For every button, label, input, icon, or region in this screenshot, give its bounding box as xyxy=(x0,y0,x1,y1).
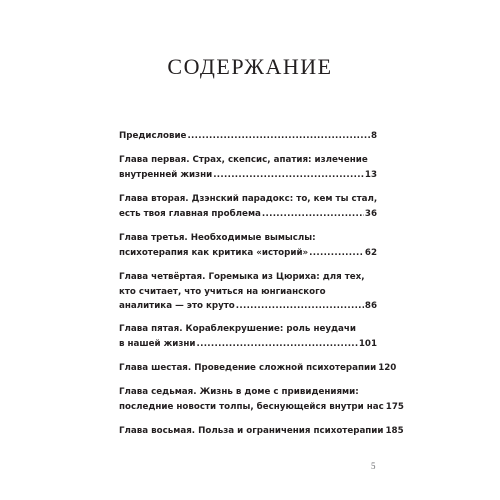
toc-entry-title: кто считает, что учиться на юнгианского xyxy=(119,286,326,297)
dot-leader xyxy=(187,129,370,144)
toc-entry-title: аналитика — это круто xyxy=(119,301,235,311)
dot-leader xyxy=(197,337,358,352)
toc-entry-title: последние новости толпы, беснующейся внутри нас xyxy=(119,401,384,412)
toc-entry-title: есть твоя главная проблема xyxy=(119,208,261,219)
toc-entry-chapter-7[interactable] xyxy=(119,385,404,414)
page-number: 5 xyxy=(371,461,376,471)
toc-entry-title: Предисловие xyxy=(119,131,187,141)
page-title: СОДЕРЖАНИЕ xyxy=(167,54,333,79)
toc-entry-chapter-2[interactable] xyxy=(119,192,377,221)
toc-page-number: 185 xyxy=(385,426,404,436)
toc-entry-chapter-6[interactable] xyxy=(119,361,397,376)
dot-leader xyxy=(309,246,364,261)
toc-entry-chapter-8[interactable] xyxy=(119,424,404,439)
toc-page-number: 101 xyxy=(358,338,377,349)
toc-entry-title: Глава первая. Страх, скепсис, апатия: излечение xyxy=(119,155,368,165)
toc-entry-title: Глава седьмая. Жизнь в доме с привидениями: xyxy=(119,387,359,397)
toc-entry-chapter-5[interactable] xyxy=(119,322,377,351)
toc-page-number: 120 xyxy=(378,363,397,373)
toc-page-number: 36 xyxy=(364,208,377,219)
toc-entry-title: Глава вторая. Дзэнский парадокс: то, кем ты стал, xyxy=(119,194,377,204)
toc-entry-title: Глава шестая. Проведение сложной психотерапии xyxy=(119,363,377,373)
toc-entry-preface[interactable] xyxy=(119,129,377,144)
dot-leader xyxy=(262,207,364,222)
toc-entry-title: Глава третья. Необходимые вымыслы: xyxy=(119,233,316,243)
dot-leader xyxy=(213,168,364,183)
toc-entry-title: Глава восьмая. Польза и ограничения психотерапии xyxy=(119,426,384,436)
toc-page-number: 86 xyxy=(364,301,377,311)
toc-entry-title: Глава четвёртая. Горемыка из Цюриха: для тех, xyxy=(119,272,365,282)
toc-entry-chapter-3[interactable] xyxy=(119,231,377,260)
toc-entry-title: Глава пятая. Кораблекрушение: роль неудачи xyxy=(119,324,356,334)
toc-page-number: 13 xyxy=(364,169,377,180)
toc-page-number: 62 xyxy=(364,247,377,258)
toc-entry-title: психотерапия как критика «историй» xyxy=(119,247,309,258)
toc-entry-title: внутренней жизни xyxy=(119,169,213,180)
toc-entry-chapter-4[interactable] xyxy=(119,270,377,314)
toc-page-number: 8 xyxy=(370,131,377,141)
toc-entry-title: в нашей жизни xyxy=(119,338,196,349)
toc-page-number: 175 xyxy=(385,401,404,412)
dot-leader xyxy=(236,299,364,314)
toc-entry-chapter-1[interactable] xyxy=(119,153,377,182)
